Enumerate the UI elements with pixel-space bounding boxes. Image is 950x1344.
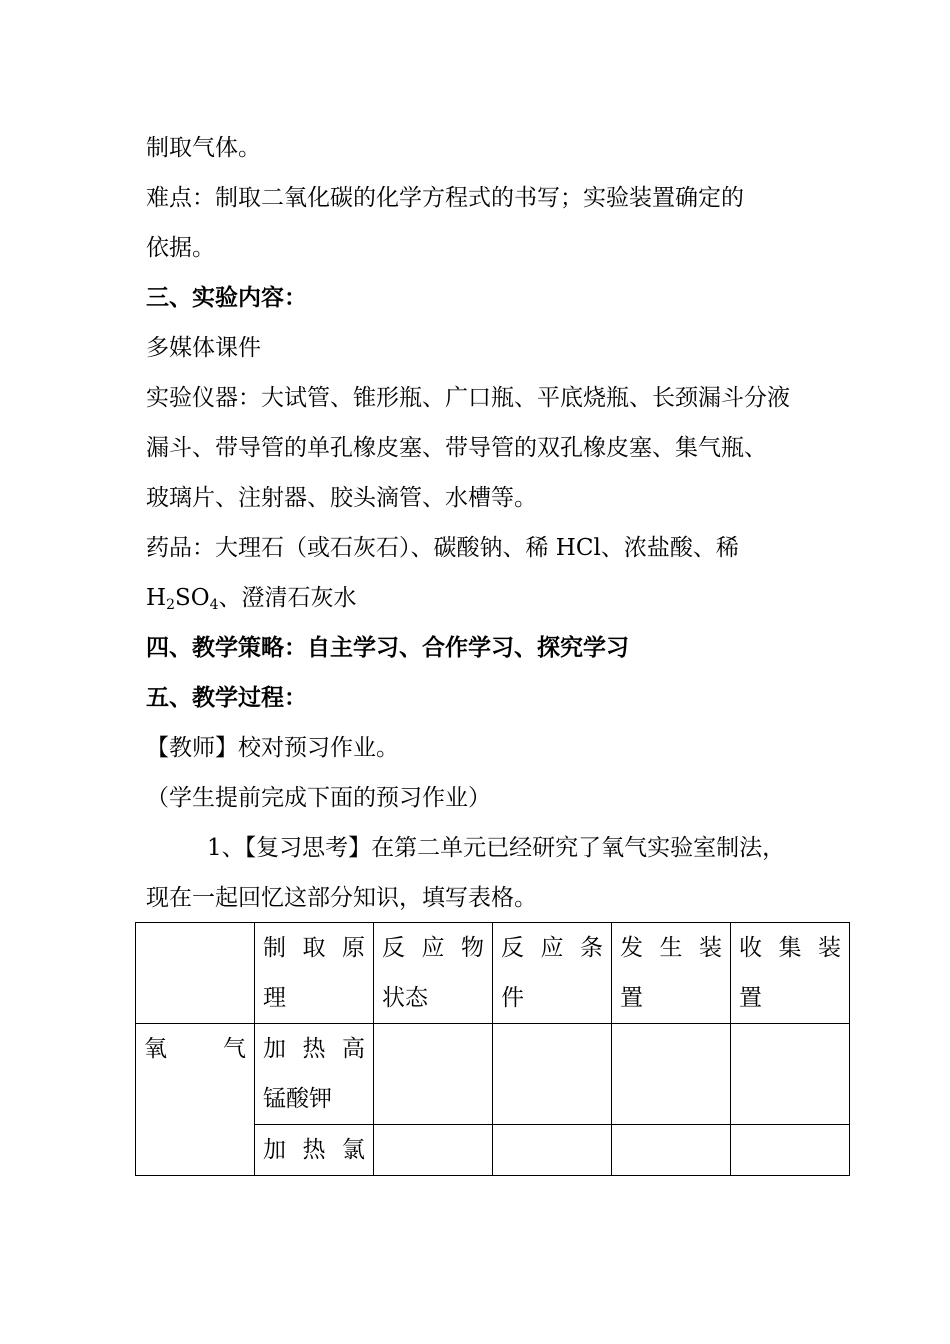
formula-sub-4: 4 bbox=[209, 597, 219, 613]
table-cell-blank[interactable] bbox=[731, 1024, 850, 1125]
text-line-formula bbox=[146, 583, 357, 613]
text-line: （学生提前完成下面的预习作业） bbox=[146, 785, 491, 811]
table-cell-method: 加 热 氯 bbox=[255, 1125, 374, 1176]
section-heading: 五、教学过程： bbox=[146, 684, 307, 711]
section-heading: 三、实验内容： bbox=[146, 284, 307, 311]
table-cell-blank[interactable] bbox=[731, 1125, 850, 1176]
formula-h: H bbox=[146, 585, 167, 611]
table-header-cell: 制 取 原 理 bbox=[255, 923, 374, 1024]
text-line: 【教师】校对预习作业。 bbox=[146, 735, 399, 761]
text-line: 玻璃片、注射器、胶头滴管、水槽等。 bbox=[146, 485, 537, 511]
table-header-row bbox=[136, 923, 850, 1024]
text-line: 实验仪器：大试管、锥形瓶、广口瓶、平底烧瓶、长颈漏斗分液 bbox=[146, 385, 790, 411]
text-line: 制取气体。 bbox=[146, 135, 261, 161]
table-header-cell: 反 应 条 件 bbox=[493, 923, 612, 1024]
text-line: 多媒体课件 bbox=[146, 335, 261, 361]
table-header-cell: 反 应 物 状态 bbox=[374, 923, 493, 1024]
table-cell-blank[interactable] bbox=[612, 1125, 731, 1176]
table-cell-blank[interactable] bbox=[374, 1024, 493, 1125]
oxygen-preparation-table bbox=[135, 922, 850, 1176]
formula-rest: 、澄清石灰水 bbox=[218, 585, 357, 611]
table-header-cell: 收 集 装 置 bbox=[731, 923, 850, 1024]
table-cell-blank[interactable] bbox=[493, 1024, 612, 1125]
formula-so: SO bbox=[174, 585, 210, 611]
table-cell-blank[interactable] bbox=[374, 1125, 493, 1176]
table-cell-blank[interactable] bbox=[612, 1024, 731, 1125]
table-row bbox=[136, 1024, 850, 1125]
table-cell-method: 加 热 高 锰酸钾 bbox=[255, 1024, 374, 1125]
text-line: 漏斗、带导管的单孔橡皮塞、带导管的双孔橡皮塞、集气瓶、 bbox=[146, 435, 767, 461]
table-row-label: 氧气 bbox=[136, 1024, 255, 1176]
section-heading: 四、教学策略：自主学习、合作学习、探究学习 bbox=[146, 634, 629, 661]
text-line: 1、【复习思考】在第二单元已经研究了氧气实验室制法， bbox=[207, 835, 786, 861]
text-line: 难点：制取二氧化碳的化学方程式的书写；实验装置确定的 bbox=[146, 185, 744, 211]
text-line: 药品：大理石（或石灰石）、碳酸钠、稀 HCl、浓盐酸、稀 bbox=[146, 535, 739, 561]
text-line: 现在一起回忆这部分知识，填写表格。 bbox=[146, 885, 537, 911]
table-cell-blank[interactable] bbox=[493, 1125, 612, 1176]
table-corner-cell bbox=[136, 923, 255, 1024]
table-header-cell: 发 生 装 置 bbox=[612, 923, 731, 1024]
text-line: 依据。 bbox=[146, 235, 215, 261]
formula-sub-2: 2 bbox=[166, 597, 175, 613]
